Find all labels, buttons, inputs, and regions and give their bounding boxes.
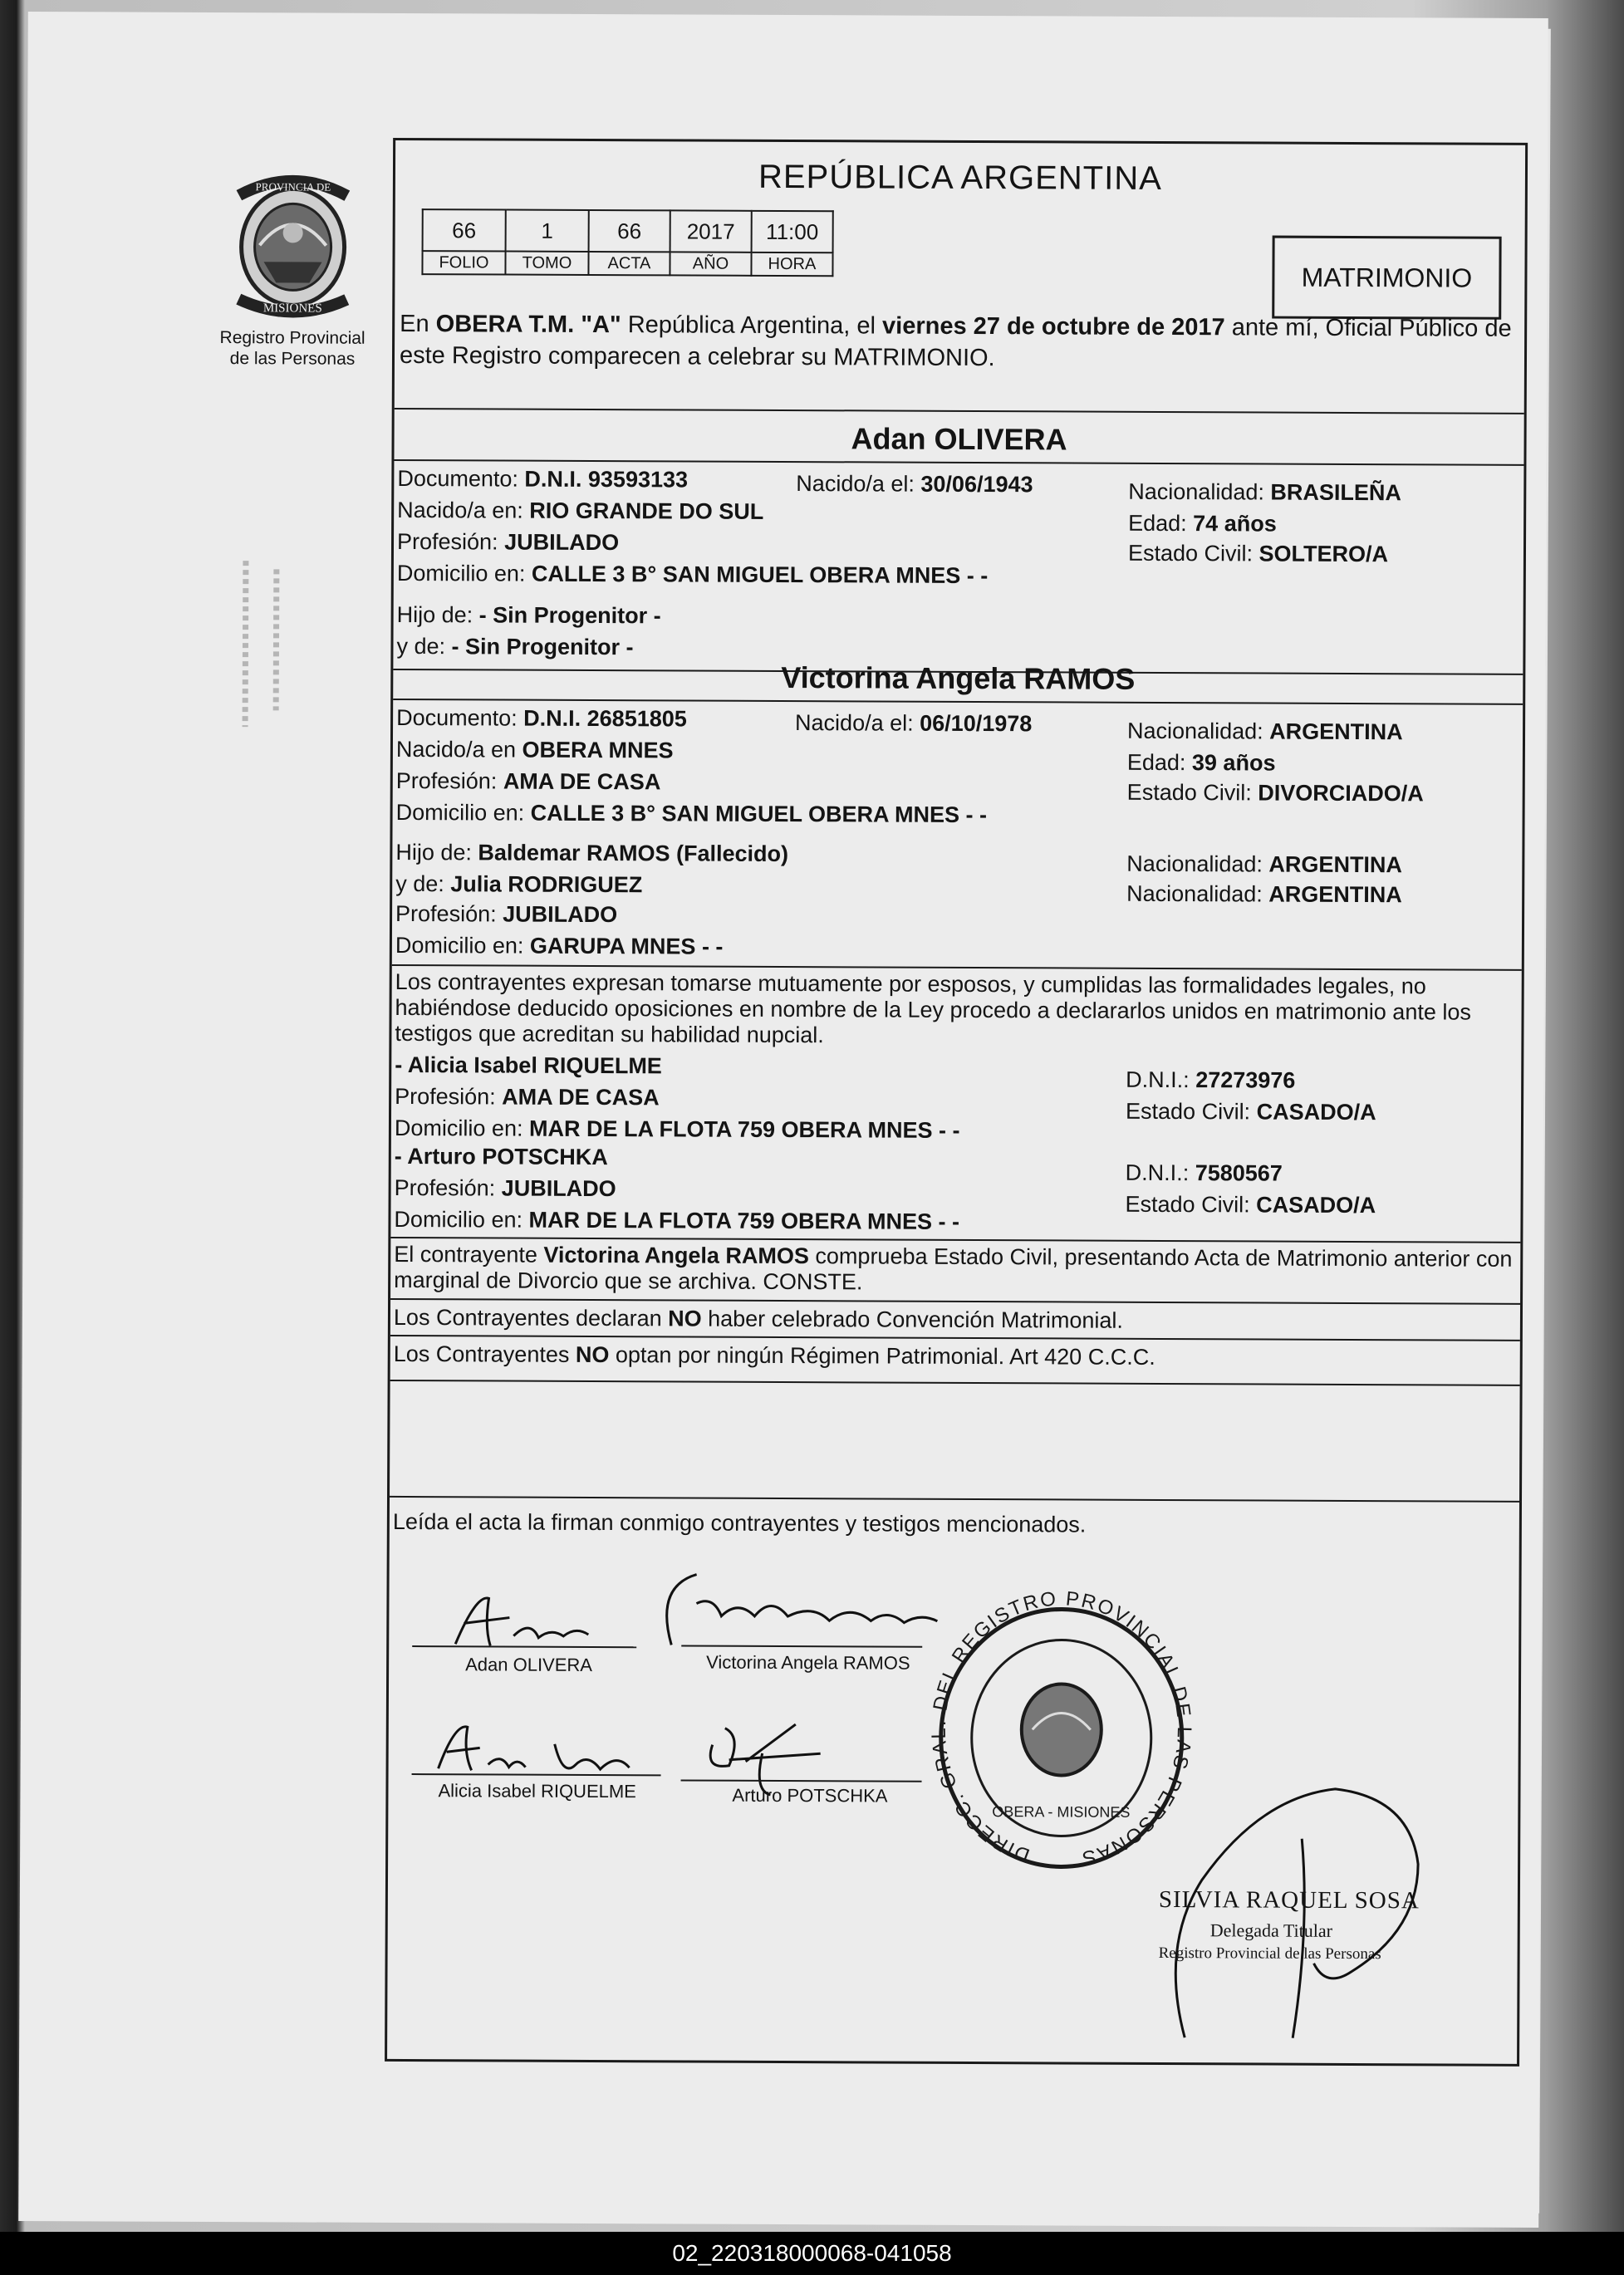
certificate-frame bbox=[385, 138, 1528, 2067]
ano-value: 2017 bbox=[670, 210, 752, 252]
testigo2-profesion: Profesión: JUBILADO bbox=[394, 1174, 616, 1202]
official-org: Registro Provincial de las Personas bbox=[1158, 1944, 1381, 1964]
c2-padre-domicilio: Domicilio en: GARUPA MNES - - bbox=[395, 932, 724, 959]
c1-estado-civil: Estado Civil: SOLTERO/A bbox=[1127, 540, 1389, 567]
testigo2-estado-civil: Estado Civil: CASADO/A bbox=[1125, 1191, 1376, 1218]
seal-label-line2: de las Personas bbox=[229, 349, 356, 369]
record-metadata-table bbox=[421, 208, 833, 277]
regimen-line: Los Contrayentes NO optan por ningún Régimen Patrimonial. Art 420 C.C.C. bbox=[393, 1341, 1155, 1370]
divider bbox=[394, 459, 1523, 466]
divider bbox=[395, 408, 1524, 414]
testigo1-estado-civil: Estado Civil: CASADO/A bbox=[1125, 1098, 1376, 1125]
c1-domicilio: Domicilio en: CALLE 3 B° SAN MIGUEL OBERA MNES - - bbox=[396, 560, 989, 589]
closing-text: Leída el acta la firman conmigo contrayentes y testigos mencionados. bbox=[392, 1508, 1087, 1537]
c1-edad: Edad: 74 años bbox=[1128, 510, 1277, 537]
misiones-coat-of-arms-icon bbox=[230, 170, 356, 321]
official-name: SILVIA RAQUEL SOSA bbox=[1158, 1885, 1420, 1915]
divider bbox=[390, 1298, 1520, 1305]
testigo1-dni: D.N.I.: 27273976 bbox=[1126, 1066, 1296, 1093]
c1-nacido-en: Nacido/a en: RIO GRANDE DO SUL bbox=[397, 497, 764, 524]
folio-label: FOLIO bbox=[422, 251, 505, 274]
c2-madre-nacionalidad: Nacionalidad: ARGENTINA bbox=[1126, 880, 1402, 908]
registry-round-stamp bbox=[927, 1587, 1195, 1871]
official-role: Delegada Titular bbox=[1209, 1920, 1333, 1941]
c2-nacionalidad: Nacionalidad: ARGENTINA bbox=[1126, 718, 1403, 745]
faint-margin-marks bbox=[224, 552, 300, 818]
svg-text:DIRECC. GRAL. DEL REGISTRO PRO: DIRECC. GRAL. DEL REGISTRO PROVINCIAL DE LAS PERSONAS bbox=[927, 1587, 1195, 1871]
c2-domicilio: Domicilio en: CALLE 3 B° SAN MIGUEL OBERA MNES - - bbox=[395, 799, 988, 828]
scan-id-strip: 02_220318000068-041058 bbox=[0, 2232, 1624, 2275]
signature-official bbox=[1168, 1763, 1435, 2063]
c2-estado-civil: Estado Civil: DIVORCIADO/A bbox=[1126, 779, 1424, 807]
marital-status-note: El contrayente Victorina Angela RAMOS comprueba Estado Civil, presentando Acta de Matrimonio anterior con marginal de Divorcio que se archiva. CONSTE. bbox=[394, 1241, 1513, 1295]
c1-hijo-de: Hijo de: - Sin Progenitor - bbox=[396, 601, 661, 629]
signer-adan-olivera: Adan OLIVERA bbox=[465, 1654, 593, 1676]
signer-victorina-ramos: Victorina Angela RAMOS bbox=[706, 1651, 910, 1674]
country-title: REPÚBLICA ARGENTINA bbox=[758, 158, 1162, 197]
c2-edad: Edad: 39 años bbox=[1126, 749, 1276, 776]
ano-label: AÑO bbox=[670, 252, 751, 275]
testigo2-domicilio: Domicilio en: MAR DE LA FLOTA 759 OBERA MNES - - bbox=[394, 1206, 960, 1234]
c1-documento: Documento: D.N.I. 93593133 bbox=[397, 465, 689, 493]
intro-place: OBERA T.M. "A" bbox=[435, 311, 621, 339]
testigo2-dni: D.N.I.: 7580567 bbox=[1125, 1160, 1283, 1186]
seal-label-line1: Registro Provincial bbox=[219, 328, 366, 348]
record-type-box: MATRIMONIO bbox=[1272, 236, 1501, 320]
c2-y-de: y de: Julia RODRIGUEZ bbox=[395, 870, 643, 898]
divider bbox=[390, 1335, 1520, 1341]
divider bbox=[390, 1496, 1519, 1503]
testigo1-name: - Alicia Isabel RIQUELME bbox=[395, 1052, 662, 1079]
c1-nacionalidad: Nacionalidad: BRASILEÑA bbox=[1128, 478, 1402, 506]
c2-nacido-en: Nacido/a en OBERA MNES bbox=[395, 736, 674, 763]
signature-victorina-ramos bbox=[638, 1570, 954, 1663]
c2-nacido-el: Nacido/a el: 06/10/1978 bbox=[795, 710, 1033, 737]
contrayente2-name: Victorina Angela RAMOS bbox=[781, 659, 1136, 696]
hora-label: HORA bbox=[751, 253, 832, 276]
signer-arturo-potschka: Arturo POTSCHKA bbox=[732, 1784, 888, 1807]
declaration-paragraph: Los contrayentes expresan tomarse mutuamente por esposos, y cumplidas las formalidades legales, no habiéndose deducido oposiciones en nombre de la Ley procedo a declararlos unidos en matrimonio ante los testigos que acreditan su habilidad nupcial. bbox=[395, 968, 1471, 1048]
divider bbox=[390, 1380, 1520, 1386]
folio-value: 66 bbox=[423, 209, 506, 251]
convencion-line: Los Contrayentes declaran NO haber celebrado Convención Matrimonial. bbox=[393, 1304, 1123, 1333]
document-page bbox=[18, 12, 1548, 2228]
divider bbox=[393, 699, 1523, 705]
svg-text:MISIONES: MISIONES bbox=[262, 302, 322, 316]
svg-text:PROVINCIA DE: PROVINCIA DE bbox=[255, 180, 331, 194]
svg-text:OBERA - MISIONES: OBERA - MISIONES bbox=[992, 1803, 1131, 1821]
tomo-label: TOMO bbox=[505, 252, 588, 275]
hora-value: 11:00 bbox=[752, 211, 833, 253]
signer-alicia-riquelme: Alicia Isabel RIQUELME bbox=[438, 1780, 636, 1802]
testigo1-domicilio: Domicilio en: MAR DE LA FLOTA 759 OBERA MNES - - bbox=[394, 1115, 960, 1143]
c2-padre-profesion: Profesión: JUBILADO bbox=[395, 900, 618, 928]
intro-paragraph: En OBERA T.M. "A" República Argentina, el viernes 27 de octubre de 2017 ante mí, Oficial Público de este Registro comparecen a celebrar su MATRIMONIO. bbox=[399, 310, 1512, 372]
c2-profesion: Profesión: AMA DE CASA bbox=[395, 767, 661, 795]
contrayente1-name: Adan OLIVERA bbox=[851, 421, 1067, 457]
c2-hijo-de: Hijo de: Baldemar RAMOS (Fallecido) bbox=[395, 839, 789, 867]
c2-padre-nacionalidad: Nacionalidad: ARGENTINA bbox=[1126, 851, 1403, 878]
c2-documento: Documento: D.N.I. 26851805 bbox=[396, 704, 687, 732]
c1-profesion: Profesión: JUBILADO bbox=[396, 528, 620, 556]
testigo2-name: - Arturo POTSCHKA bbox=[394, 1143, 608, 1170]
acta-label: ACTA bbox=[588, 252, 670, 275]
c1-y-de: y de: - Sin Progenitor - bbox=[396, 633, 634, 660]
c1-nacido-el: Nacido/a el: 30/06/1943 bbox=[796, 471, 1033, 498]
signature-adan-olivera bbox=[439, 1586, 655, 1661]
acta-value: 66 bbox=[589, 210, 670, 252]
testigo1-profesion: Profesión: AMA DE CASA bbox=[395, 1083, 660, 1111]
province-seal bbox=[184, 170, 401, 370]
intro-date: viernes 27 de octubre de 2017 bbox=[881, 312, 1225, 341]
tomo-value: 1 bbox=[506, 210, 589, 252]
